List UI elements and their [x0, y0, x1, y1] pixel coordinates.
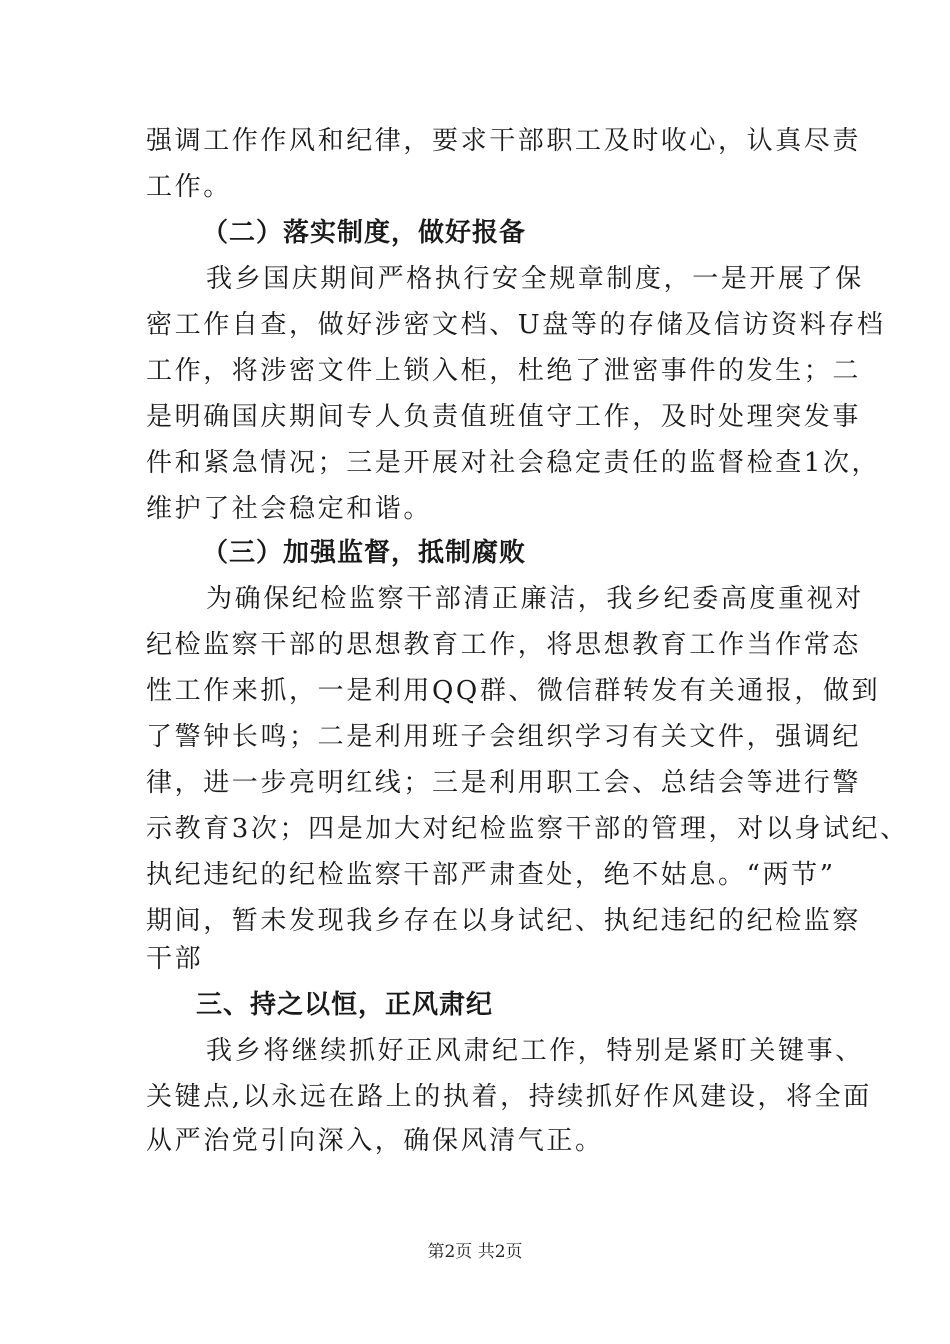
body-text-line: 期间，暂未发现我乡存在以身试纪、执纪违纪的纪检监察	[146, 906, 862, 936]
body-text-line: 关键点,以永远在路上的执着，持续抓好作风建设，将全面	[146, 1082, 872, 1112]
body-text-line: 执纪违纪的纪检监察干部严肃查处，绝不姑息。“两节”	[146, 860, 836, 890]
body-text-line: 律，进一步亮明红线；三是利用职工会、总结会等进行警	[146, 768, 862, 798]
body-text-line: 示教育3次；四是加大对纪检监察干部的管理，对以身试纪、	[146, 814, 909, 844]
body-text-line: 我乡将继续抓好正风肃纪工作，特别是紧盯关键事、	[206, 1036, 864, 1066]
body-text-line: 纪检监察干部的思想教育工作，将思想教育工作当作常态	[146, 630, 862, 660]
body-text-line: 从严治党引向深入，确保风清气正。	[146, 1126, 604, 1156]
section-heading: （二）落实制度，做好报备	[202, 218, 527, 248]
body-text-line: 强调工作作风和纪律，要求干部职工及时收心，认真尽责	[146, 126, 862, 156]
section-heading: （三）加强监督，抵制腐败	[202, 538, 527, 568]
body-text-line: 干部	[146, 944, 204, 974]
body-text-line: 件和紧急情况；三是开展对社会稳定责任的监督检查1次，	[146, 448, 881, 478]
body-text-line: 我乡国庆期间严格执行安全规章制度，一是开展了保	[206, 264, 864, 294]
body-text-line: 工作，将涉密文件上锁入柜，杜绝了泄密事件的发生；二	[146, 356, 862, 386]
body-text-line: 了警钟长鸣；二是利用班子会组织学习有关文件，强调纪	[146, 722, 862, 752]
body-text-line: 密工作自查，做好涉密文档、U盘等的存储及信访资料存档	[146, 310, 886, 340]
body-text-line: 工作。	[146, 172, 232, 202]
section-heading: 三、持之以恒，正风肃纪	[196, 990, 494, 1020]
body-text-line: 性工作来抓，一是利用QQ群、微信群转发有关通报，做到	[146, 676, 881, 706]
body-text-line: 为确保纪检监察干部清正廉洁，我乡纪委高度重视对	[206, 584, 864, 614]
body-text-line: 维护了社会稳定和谐。	[146, 494, 433, 524]
page-number-footer: 第2页 共2页	[427, 1242, 523, 1262]
body-text-line: 是明确国庆期间专人负责值班值守工作，及时处理突发事	[146, 402, 862, 432]
